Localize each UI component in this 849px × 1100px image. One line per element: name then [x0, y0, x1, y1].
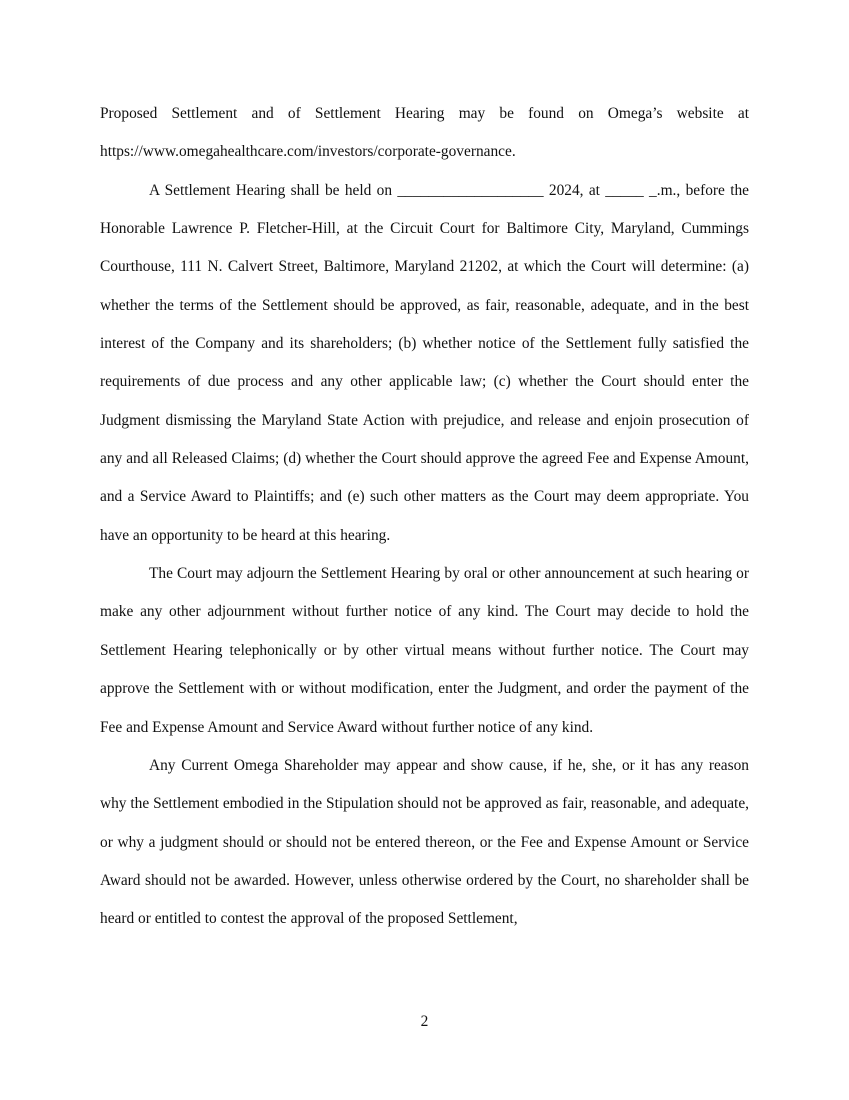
paragraph-settlement-hearing: A Settlement Hearing shall be held on ___________________ 2024, at _____ _.m., before the Honorable Lawrence P. Fletcher-Hill, at the Circuit Court for Baltimore City, Maryland, Cummings Courthouse, 111 N. Calvert Street, Baltimore, Maryland 21202, at which the Court will determine: (a) whether the terms of the Settlement should be approved, as fair, reasonable, adequate, and in the best interest of the Company and its shareholders; (b) whether notice of the Settlement fully satisfied the requirements of due process and any other applicable law; (c) whether the Court should enter the Judgment dismissing the Maryland State Action with prejudice, and release and enjoin prosecution of any and all Released Claims; (d) whether the Court should approve the agreed Fee and Expense Amount, and a Service Award to Plaintiffs; and (e) such other matters as the Court may deem appropriate. You have an opportunity to be heard at this hearing. — [100, 181, 749, 544]
document-body — [100, 95, 749, 939]
paragraph-settlement-notice-location: Proposed Settlement and of Settlement Hearing may be found on Omega’s website at https://www.omegahealthcare.com/investors/corporate-governance. — [100, 105, 749, 161]
paragraph-shareholder-objection: Any Current Omega Shareholder may appear and show cause, if he, she, or it has any reason why the Settlement embodied in the Stipulation should not be approved as fair, reasonable, and adequate, or why a judgment should or should not be entered thereon, or the Fee and Expense Amount or Service Award should not be awarded. However, unless otherwise ordered by the Court, no shareholder shall be heard or entitled to contest the approval of the proposed Settlement, — [100, 756, 749, 928]
paragraph-court-adjournment: The Court may adjourn the Settlement Hearing by oral or other announcement at such hearing or make any other adjournment without further notice of any kind. The Court may decide to hold the Settlement Hearing telephonically or by other virtual means without further notice. The Court may approve the Settlement with or without modification, enter the Judgment, and order the payment of the Fee and Expense Amount and Service Award without further notice of any kind. — [100, 565, 749, 736]
page-number: 2 — [420, 1013, 429, 1030]
